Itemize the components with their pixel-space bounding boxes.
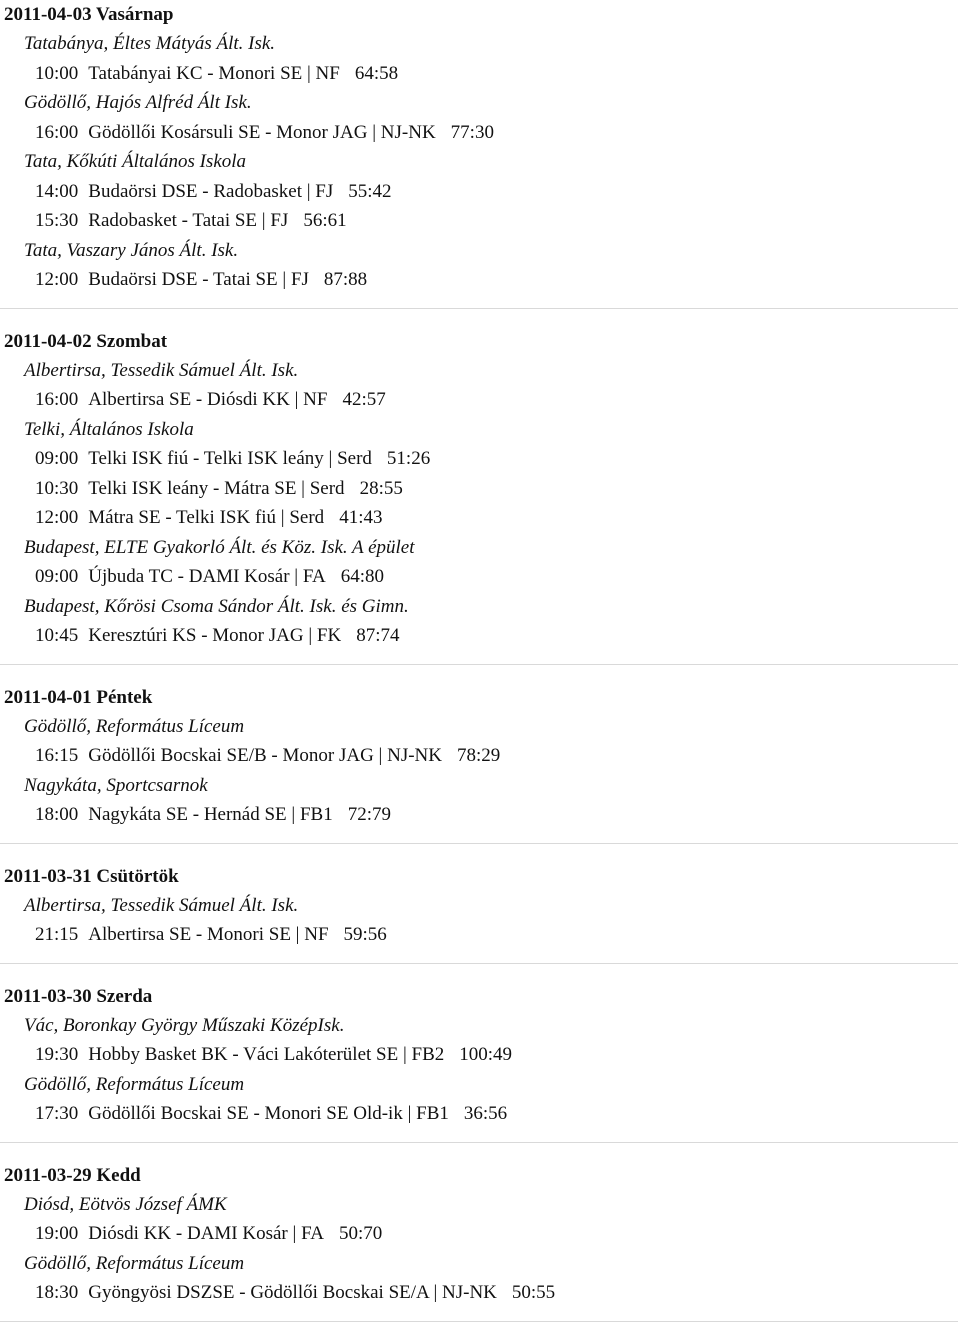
day-header: 2011-03-31 Csütörtök xyxy=(4,865,179,887)
section-divider xyxy=(0,963,958,964)
venue-name: Nagykáta, Sportcsarnok xyxy=(24,774,208,796)
game-score: 87:88 xyxy=(323,269,368,290)
venue-name: Diósd, Eötvös József ÁMK xyxy=(24,1193,227,1215)
game-match: Budaörsi DSE - Tatai SE | FJ xyxy=(88,269,309,290)
day-section xyxy=(0,862,960,950)
game-time: 09:00 xyxy=(35,566,79,587)
game-time: 16:00 xyxy=(35,389,79,410)
day-header: 2011-03-29 Kedd xyxy=(4,1164,141,1186)
game-score: 64:58 xyxy=(354,62,399,84)
game-time: 17:30 xyxy=(35,1103,79,1124)
game-match: Telki ISK fiú - Telki ISK leány | Serd xyxy=(88,448,372,469)
game-time: 10:00 xyxy=(35,62,79,84)
game-row xyxy=(0,621,960,651)
game-time: 19:00 xyxy=(35,1223,79,1244)
game-score: 28:55 xyxy=(359,477,403,499)
game-row xyxy=(0,206,960,236)
game-time: 15:30 xyxy=(35,210,79,231)
game-row xyxy=(0,1099,960,1129)
game-row xyxy=(0,444,960,474)
game-match: Tatabányai KC - Monori SE | NF xyxy=(88,62,340,84)
venue-name: Gödöllő, Református Líceum xyxy=(24,1073,245,1095)
game-time: 16:00 xyxy=(35,121,79,143)
section-divider xyxy=(0,1321,958,1322)
day-header: 2011-04-02 Szombat xyxy=(4,330,168,352)
game-score: 78:29 xyxy=(457,745,501,766)
game-row xyxy=(0,59,960,89)
section-divider xyxy=(0,308,958,309)
game-time: 18:00 xyxy=(35,804,79,825)
venue-name: Tata, Kőkúti Általános Iskola xyxy=(24,151,247,172)
game-row xyxy=(0,385,960,415)
game-score: 64:80 xyxy=(340,566,384,587)
game-score: 50:55 xyxy=(511,1282,556,1303)
game-match: Gödöllői Bocskai SE/B - Monor JAG | NJ-NK xyxy=(88,745,442,766)
game-time: 12:00 xyxy=(35,269,79,290)
game-match: Újbuda TC - DAMI Kosár | FA xyxy=(88,566,326,587)
day-header: 2011-04-03 Vasárnap xyxy=(4,4,174,25)
venue-name: Telki, Általános Iskola xyxy=(24,418,194,440)
game-score: 72:79 xyxy=(347,804,391,825)
game-match: Telki ISK leány - Mátra SE | Serd xyxy=(88,477,345,499)
venue-name: Vác, Boronkay György Műszaki KözépIsk. xyxy=(24,1014,345,1036)
game-score: 100:49 xyxy=(459,1044,513,1065)
game-match: Budaörsi DSE - Radobasket | FJ xyxy=(88,180,334,202)
game-score: 87:74 xyxy=(356,625,400,646)
game-row xyxy=(0,562,960,592)
game-score: 42:57 xyxy=(342,389,386,410)
game-score: 36:56 xyxy=(463,1103,508,1124)
venue-name: Budapest, ELTE Gyakorló Ált. és Köz. Isk. A épület xyxy=(24,536,415,558)
game-row xyxy=(0,741,960,771)
day-section xyxy=(0,982,960,1129)
section-divider xyxy=(0,843,958,844)
day-section xyxy=(0,0,960,295)
game-time: 12:00 xyxy=(35,507,79,528)
game-score: 51:26 xyxy=(386,448,431,469)
game-match: Diósdi KK - DAMI Kosár | FA xyxy=(88,1223,324,1244)
venue-name: Albertirsa, Tessedik Sámuel Ált. Isk. xyxy=(24,894,299,916)
venue-name: Budapest, Kőrösi Csoma Sándor Ált. Isk. és Gimn. xyxy=(24,595,409,617)
day-section xyxy=(0,683,960,830)
game-time: 10:30 xyxy=(35,477,79,499)
game-time: 14:00 xyxy=(35,180,79,202)
venue-name: Gödöllő, Református Líceum xyxy=(24,715,245,737)
game-row xyxy=(0,800,960,830)
game-score: 77:30 xyxy=(450,121,494,143)
game-match: Nagykáta SE - Hernád SE | FB1 xyxy=(88,804,333,825)
day-section xyxy=(0,1161,960,1308)
game-time: 09:00 xyxy=(35,448,79,469)
game-match: Gyöngyösi DSZSE - Gödöllői Bocskai SE/A | NJ-NK xyxy=(88,1282,497,1303)
game-row xyxy=(0,1278,960,1308)
venue-name: Tatabánya, Éltes Mátyás Ált. Isk. xyxy=(24,33,276,54)
day-header: 2011-03-30 Szerda xyxy=(4,985,153,1007)
game-row xyxy=(0,265,960,295)
venue-name: Gödöllő, Hajós Alfréd Ált Isk. xyxy=(24,92,252,113)
game-time: 18:30 xyxy=(35,1282,79,1303)
game-row xyxy=(0,474,960,504)
game-row xyxy=(0,1040,960,1070)
day-section xyxy=(0,327,960,651)
game-row xyxy=(0,503,960,533)
game-time: 16:15 xyxy=(35,745,79,766)
game-score: 50:70 xyxy=(338,1223,383,1244)
game-match: Albertirsa SE - Monori SE | NF xyxy=(88,924,329,945)
section-divider xyxy=(0,664,958,665)
game-row xyxy=(0,1219,960,1249)
game-score: 59:56 xyxy=(343,924,387,945)
game-match: Radobasket - Tatai SE | FJ xyxy=(88,210,289,231)
game-match: Gödöllői Bocskai SE - Monori SE Old-ik | FB1 xyxy=(88,1103,449,1124)
venue-name: Tata, Vaszary János Ált. Isk. xyxy=(24,239,239,261)
game-time: 19:30 xyxy=(35,1044,79,1065)
game-score: 41:43 xyxy=(339,507,383,528)
game-match: Mátra SE - Telki ISK fiú | Serd xyxy=(88,507,325,528)
venue-name: Gödöllő, Református Líceum xyxy=(24,1252,245,1274)
game-time: 10:45 xyxy=(35,625,79,646)
section-divider xyxy=(0,1142,958,1143)
game-match: Keresztúri KS - Monor JAG | FK xyxy=(88,625,342,646)
game-match: Hobby Basket BK - Váci Lakóterület SE | FB2 xyxy=(88,1044,445,1065)
game-match: Albertirsa SE - Diósdi KK | NF xyxy=(88,389,328,410)
game-match: Gödöllői Kosársuli SE - Monor JAG | NJ-NK xyxy=(88,121,436,143)
day-header: 2011-04-01 Péntek xyxy=(4,686,153,708)
game-row xyxy=(0,118,960,148)
game-time: 21:15 xyxy=(35,924,79,945)
game-score: 55:42 xyxy=(348,180,392,202)
game-row xyxy=(0,177,960,207)
game-score: 56:61 xyxy=(303,210,347,231)
venue-name: Albertirsa, Tessedik Sámuel Ált. Isk. xyxy=(24,359,299,381)
game-row xyxy=(0,920,960,950)
